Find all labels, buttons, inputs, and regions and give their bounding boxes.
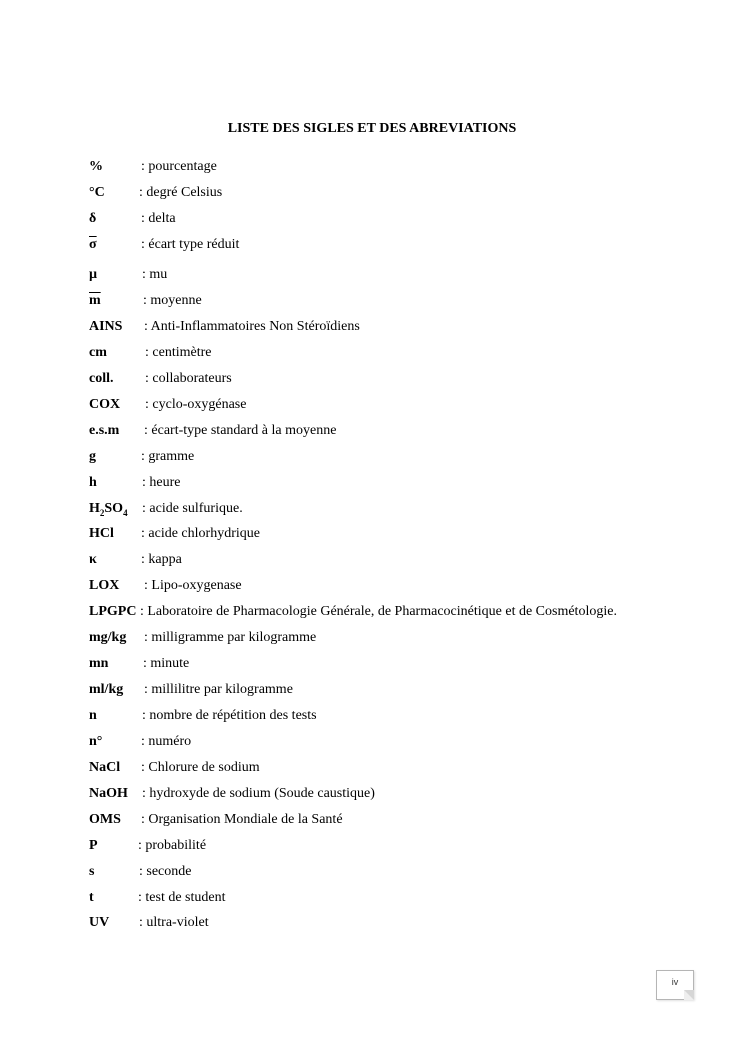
- abbreviation-definition: : Lipo-oxygenase: [144, 576, 242, 596]
- abbreviation-term: %: [89, 159, 103, 174]
- abbreviation-entry: [89, 421, 709, 441]
- abbreviation-entry: [89, 836, 709, 856]
- abbreviation-entry: [89, 265, 709, 285]
- abbreviation-definition: : centimètre: [145, 343, 211, 363]
- abbreviation-entry: [89, 291, 709, 311]
- abbreviation-term: UV: [89, 915, 110, 930]
- abbreviation-term: P: [89, 838, 98, 853]
- abbreviation-term: cm: [89, 345, 107, 360]
- abbreviation-entry: [89, 447, 709, 467]
- abbreviation-entry: [89, 524, 709, 544]
- abbreviation-term: h: [89, 475, 97, 490]
- abbreviation-term: $\overline{\sigma}$: [89, 237, 97, 252]
- abbreviation-term: mn: [89, 656, 109, 671]
- abbreviation-definition: : écart type réduit: [141, 235, 239, 255]
- abbreviation-definition: : acide chlorhydrique: [141, 524, 260, 544]
- abbreviation-definition: : collaborateurs: [145, 369, 232, 389]
- page-number: iv: [671, 977, 679, 987]
- abbreviation-definition: : Laboratoire de Pharmacologie Générale, de Pharmacocinétique et de Cosmétologie.: [140, 604, 617, 619]
- abbreviation-term: $\overline{m}$: [89, 293, 101, 308]
- abbreviation-term: coll.: [89, 371, 114, 386]
- abbreviation-entry: [89, 706, 709, 726]
- abbreviation-definition: : écart-type standard à la moyenne: [144, 421, 336, 441]
- abbreviation-term: ml/kg: [89, 682, 124, 697]
- abbreviation-term: LOX: [89, 578, 120, 593]
- abbreviation-definition: : Chlorure de sodium: [141, 758, 260, 778]
- abbreviation-definition: : pourcentage: [141, 157, 217, 177]
- abbreviation-entry: [89, 183, 709, 203]
- abbreviation-term: LPGPC: [89, 604, 137, 619]
- abbreviation-term: COX: [89, 397, 121, 412]
- abbreviation-term: g: [89, 449, 96, 464]
- abbreviation-definition: : hydroxyde de sodium (Soude caustique): [142, 784, 375, 804]
- abbreviation-entry: [89, 602, 709, 622]
- abbreviation-term: AINS: [89, 319, 123, 334]
- abbreviation-entry: [89, 395, 709, 415]
- abbreviation-term: °C: [89, 185, 105, 200]
- abbreviation-term: t: [89, 890, 94, 905]
- abbreviation-definition: : kappa: [141, 550, 182, 570]
- abbreviation-entry: [89, 499, 709, 519]
- abbreviation-term: NaCl: [89, 760, 121, 775]
- abbreviation-entry: [89, 235, 709, 255]
- abbreviation-entry: [89, 473, 709, 493]
- abbreviation-term: µ: [89, 267, 98, 282]
- abbreviation-entry: [89, 680, 709, 700]
- abbreviation-term: mg/kg: [89, 630, 127, 645]
- abbreviation-definition: : mu: [142, 265, 167, 285]
- abbreviation-term: NaOH: [89, 786, 128, 801]
- abbreviation-entry: [89, 369, 709, 389]
- abbreviation-entry: [89, 654, 709, 674]
- abbreviation-term: n: [89, 708, 97, 723]
- abbreviation-entry: [89, 317, 709, 337]
- abbreviation-term: κ: [89, 552, 97, 567]
- abbreviation-term: δ: [89, 211, 97, 226]
- abbreviation-entry: [89, 810, 709, 830]
- abbreviation-entry: [89, 343, 709, 363]
- abbreviation-term: OMS: [89, 812, 121, 827]
- page-title: LISTE DES SIGLES ET DES ABREVIATIONS: [227, 121, 517, 136]
- abbreviation-entry: [89, 862, 709, 882]
- abbreviation-definition: : acide sulfurique.: [142, 499, 243, 519]
- abbreviation-definition: : milligramme par kilogramme: [144, 628, 316, 648]
- abbreviation-definition: : nombre de répétition des tests: [142, 706, 317, 726]
- abbreviation-definition: : Anti-Inflammatoires Non Stéroïdiens: [144, 317, 360, 337]
- abbreviation-entry: [89, 576, 709, 596]
- abbreviation-definition: : Organisation Mondiale de la Santé: [141, 810, 343, 830]
- abbreviation-definition: : heure: [142, 473, 180, 493]
- abbreviation-definition: : seconde: [139, 862, 191, 882]
- abbreviation-definition: : test de student: [138, 888, 226, 908]
- abbreviation-term: n°: [89, 734, 103, 749]
- abbreviation-entry: [89, 888, 709, 908]
- abbreviation-entry: [89, 209, 709, 229]
- page-curl-icon: [684, 990, 694, 1000]
- abbreviation-definition: : numéro: [141, 732, 191, 752]
- abbreviation-definition: : gramme: [141, 447, 194, 467]
- abbreviation-term: $H_2SO_4$: [89, 501, 128, 518]
- abbreviation-term: s: [89, 864, 95, 879]
- abbreviation-entry: [89, 732, 709, 752]
- abbreviation-definition: : delta: [141, 209, 176, 229]
- abbreviation-entry: [89, 913, 709, 933]
- abbreviation-entry: [89, 758, 709, 778]
- abbreviation-entry: [89, 784, 709, 804]
- abbreviation-definition: : cyclo-oxygénase: [145, 395, 246, 415]
- abbreviation-definition: : degré Celsius: [139, 183, 222, 203]
- abbreviation-definition: : probabilité: [138, 836, 206, 856]
- abbreviation-term: e.s.m: [89, 423, 120, 438]
- abbreviation-entry: [89, 550, 709, 570]
- page-number-box: [656, 970, 694, 1000]
- abbreviation-definition: : minute: [143, 654, 189, 674]
- abbreviation-term: HCl: [89, 526, 114, 541]
- abbreviation-entry: [89, 628, 709, 648]
- abbreviation-definition: : moyenne: [143, 291, 202, 311]
- abbreviation-definition: : ultra-violet: [139, 913, 209, 933]
- abbreviation-definition: : millilitre par kilogramme: [144, 680, 293, 700]
- abbreviation-entry: [89, 157, 709, 177]
